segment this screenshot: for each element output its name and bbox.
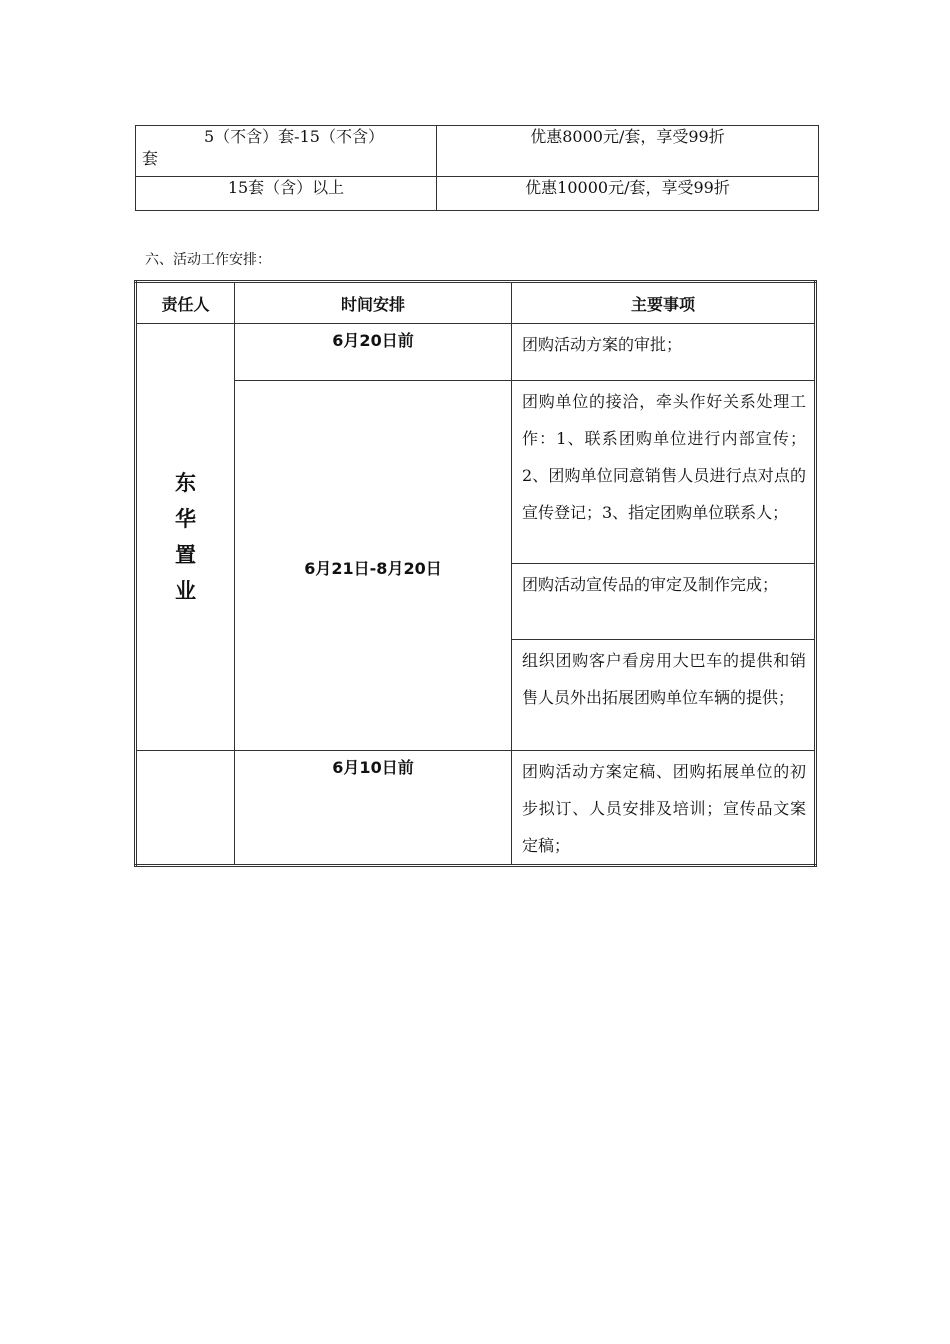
table-row bbox=[136, 126, 819, 177]
task-cell: 团购活动方案定稿、团购拓展单位的初步拟订、人员安排及培训；宣传品文案定稿； bbox=[512, 751, 816, 866]
person-char: 东 bbox=[175, 471, 196, 495]
discount-table bbox=[135, 125, 819, 211]
section-heading: 六、活动工作安排： bbox=[145, 252, 271, 268]
header-task: 主要事项 bbox=[512, 282, 816, 324]
task-cell: 团购单位的接洽，牵头作好关系处理工作：1、联系团购单位进行内部宣传；2、团购单位同意销售人员进行点对点的宣传登记；3、指定团购单位联系人； bbox=[512, 381, 816, 564]
date-cell: 6月10日前 bbox=[235, 751, 512, 866]
task-cell: 团购活动宣传品的审定及制作完成； bbox=[512, 564, 816, 640]
discount-range-cell: 15套（含）以上 bbox=[136, 177, 437, 211]
person-char: 华 bbox=[175, 507, 196, 531]
schedule-table bbox=[134, 280, 817, 867]
date-cell: 6月21日-8月20日 bbox=[235, 381, 512, 751]
task-cell: 团购活动方案的审批； bbox=[512, 324, 816, 381]
person-char: 业 bbox=[175, 579, 196, 603]
table-row bbox=[136, 381, 816, 564]
discount-range-line1: 5（不含）套-15（不含） bbox=[204, 127, 384, 146]
discount-offer-cell: 优惠10000元/套，享受99折 bbox=[437, 177, 819, 211]
responsible-party bbox=[136, 324, 235, 751]
table-header-row bbox=[136, 282, 816, 324]
table-row bbox=[136, 324, 816, 381]
discount-range-cell bbox=[136, 126, 437, 177]
table-row bbox=[136, 751, 816, 866]
task-cell: 组织团购客户看房用大巴车的提供和销售人员外出拓展团购单位车辆的提供； bbox=[512, 640, 816, 751]
discount-offer-cell: 优惠8000元/套，享受99折 bbox=[437, 126, 819, 177]
person-char: 置 bbox=[175, 543, 196, 567]
date-cell: 6月20日前 bbox=[235, 324, 512, 381]
table-row bbox=[136, 177, 819, 211]
responsible-party-empty bbox=[136, 751, 235, 866]
header-person: 责任人 bbox=[136, 282, 235, 324]
header-time: 时间安排 bbox=[235, 282, 512, 324]
discount-range-line2: 套 bbox=[142, 149, 159, 168]
